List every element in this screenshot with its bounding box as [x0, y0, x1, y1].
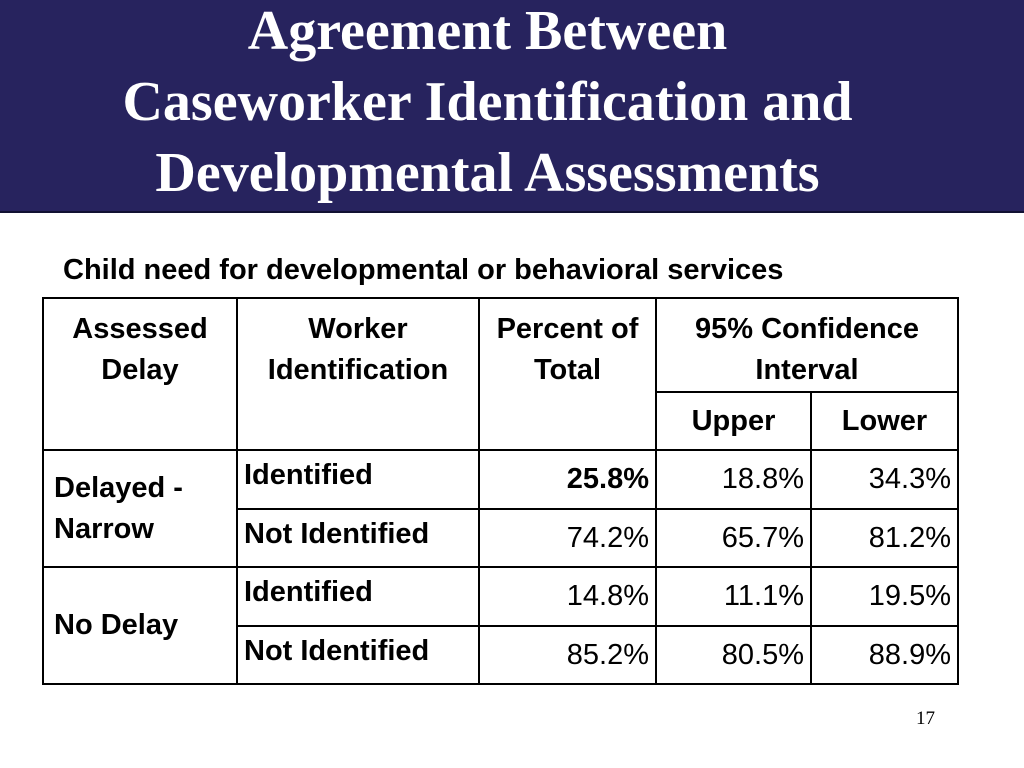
identification-cell: Identified	[237, 567, 479, 626]
header-row	[43, 298, 958, 392]
results-table	[42, 297, 959, 685]
table-caption: Child need for developmental or behavioral services	[63, 254, 784, 286]
upper-cell: 18.8%	[656, 450, 811, 509]
group-label: Delayed - Narrow	[43, 450, 237, 567]
header-percent-of-total: Percent of Total	[479, 298, 656, 450]
table-row	[43, 567, 958, 626]
upper-cell: 80.5%	[656, 626, 811, 684]
slide-title	[0, 0, 975, 209]
title-line: Developmental Assessments	[155, 142, 820, 204]
lower-cell: 19.5%	[811, 567, 958, 626]
lower-cell: 34.3%	[811, 450, 958, 509]
percent-cell: 85.2%	[479, 626, 656, 684]
percent-cell: 25.8%	[479, 450, 656, 509]
page-number: 17	[916, 708, 935, 729]
identification-cell: Not Identified	[237, 509, 479, 567]
title-line: Agreement Between	[247, 0, 728, 62]
lower-cell: 81.2%	[811, 509, 958, 567]
percent-cell: 74.2%	[479, 509, 656, 567]
title-bar	[0, 0, 1024, 213]
upper-cell: 65.7%	[656, 509, 811, 567]
header-upper: Upper	[656, 392, 811, 450]
upper-cell: 11.1%	[656, 567, 811, 626]
title-line: Caseworker Identification and	[122, 71, 853, 133]
header-confidence-interval: 95% Confidence Interval	[656, 298, 958, 392]
percent-cell: 14.8%	[479, 567, 656, 626]
lower-cell: 88.9%	[811, 626, 958, 684]
header-worker-identification: Worker Identification	[237, 298, 479, 450]
header-lower: Lower	[811, 392, 958, 450]
header-assessed-delay: Assessed Delay	[43, 298, 237, 450]
identification-cell: Identified	[237, 450, 479, 509]
identification-cell: Not Identified	[237, 626, 479, 684]
table-row	[43, 450, 958, 509]
group-label: No Delay	[43, 567, 237, 684]
